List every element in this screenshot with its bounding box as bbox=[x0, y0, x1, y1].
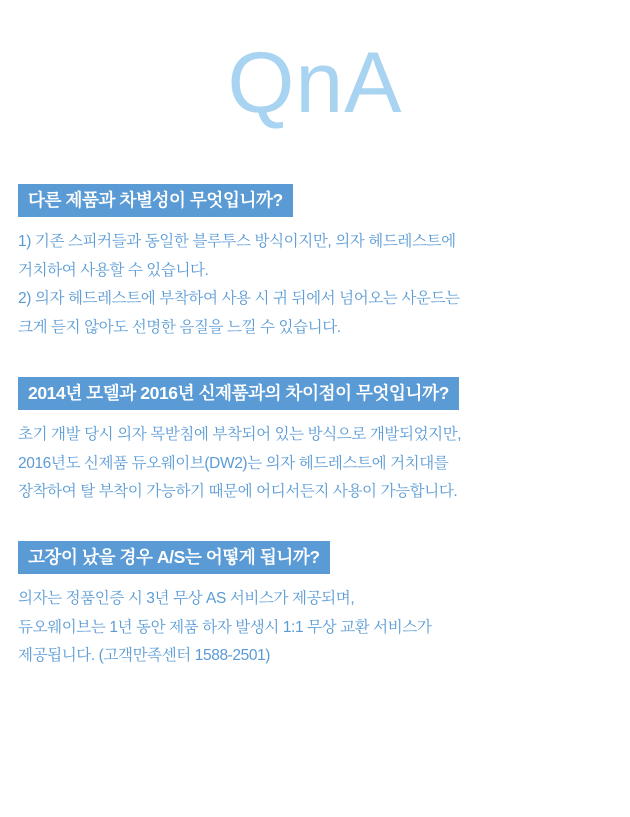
answer-line: 듀오웨이브는 1년 동안 제품 하자 발생시 1:1 무상 교환 서비스가 bbox=[18, 618, 432, 636]
answer-line: 1) 기존 스피커들과 동일한 블루투스 방식이지만, 의자 헤드레스트에 bbox=[18, 233, 456, 251]
qna-item-1 bbox=[0, 184, 630, 343]
answer-line: 2) 의자 헤드레스트에 부착하여 사용 시 귀 뒤에서 넘어오는 사운드는 bbox=[18, 290, 460, 308]
answer-2 bbox=[18, 421, 612, 507]
page-title: QnA bbox=[227, 35, 403, 131]
answer-line: 의자는 정품인증 시 3년 무상 AS 서비스가 제공되며, bbox=[18, 590, 355, 608]
answer-3 bbox=[18, 585, 612, 671]
question-bar-3: 고장이 났을 경우 A/S는 어떻게 됩니까? bbox=[18, 541, 330, 574]
question-bar-1: 다른 제품과 차별성이 무엇입니까? bbox=[18, 184, 293, 217]
answer-line: 2016년도 신제품 듀오웨이브(DW2)는 의자 헤드레스트에 거치대를 bbox=[18, 454, 449, 472]
answer-line: 거치하여 사용할 수 있습니다. bbox=[18, 261, 209, 279]
answer-line: 초기 개발 당시 의자 목받침에 부착되어 있는 방식으로 개발되었지만, bbox=[18, 425, 462, 443]
qna-item-2 bbox=[0, 377, 630, 507]
answer-line: 제공됩니다. (고객만족센터 1588-2501) bbox=[18, 647, 271, 665]
qna-item-3 bbox=[0, 541, 630, 671]
answer-line: 장착하여 탈 부착이 가능하기 때문에 어디서든지 사용이 가능합니다. bbox=[18, 483, 458, 501]
answer-1 bbox=[18, 228, 612, 343]
answer-line: 크게 듣지 않아도 선명한 음질을 느낄 수 있습니다. bbox=[18, 319, 341, 337]
question-bar-2: 2014년 모델과 2016년 신제품과의 차이점이 무엇입니까? bbox=[18, 377, 459, 410]
